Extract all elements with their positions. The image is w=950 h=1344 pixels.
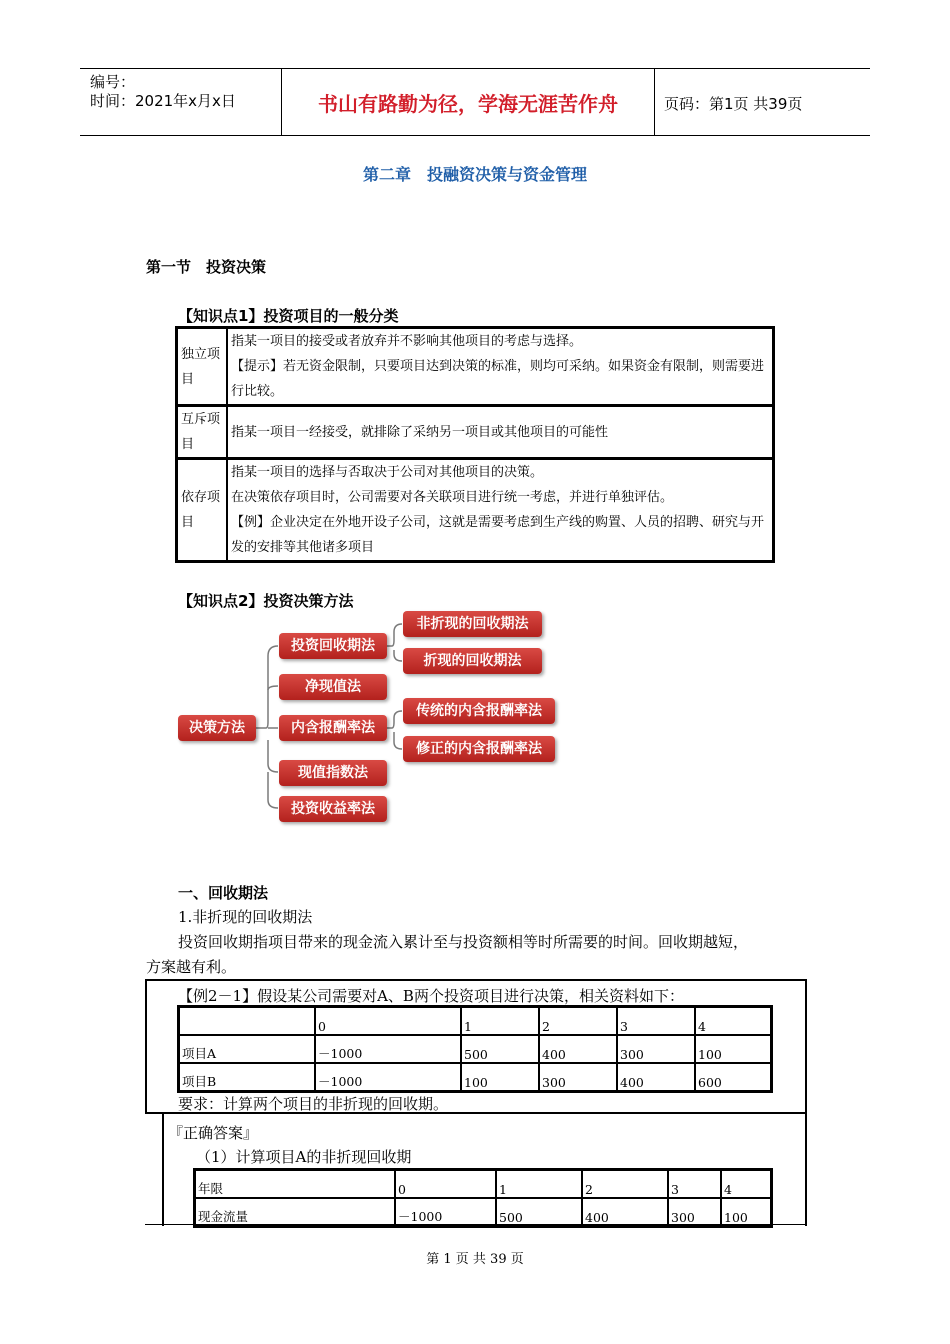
branch-payback: 投资回收期法 [279, 633, 387, 659]
table-row [195, 1198, 771, 1226]
header-number-label: 编号： [90, 73, 136, 91]
answer-label: 『正确答案』 [168, 1124, 259, 1142]
branch-irr: 内含报酬率法 [279, 715, 387, 741]
page-footer: 第 1 页 共 39 页 [426, 1252, 524, 1267]
header-time-label: 时间：2021年x月x日 [90, 92, 236, 110]
header-motto: 书山有路勤为径，学海无涯苦作舟 [318, 92, 618, 116]
answer-box-left [162, 1114, 164, 1226]
table-cell: 500 [496, 1198, 582, 1226]
connector-line [268, 686, 278, 690]
mindmap-root: 决策方法 [178, 715, 256, 741]
table-cell: 项目B [179, 1063, 315, 1091]
desc-line: 在决策依存项目时，公司需要对各关联项目进行统一考虑，并进行单独评估。 [231, 490, 674, 505]
table-cell: 4 [695, 1007, 771, 1035]
table-cell: 1 [461, 1007, 539, 1035]
table-cell: 3 [617, 1007, 695, 1035]
table-cell: 1 [496, 1170, 582, 1198]
table-cell: 300 [539, 1063, 617, 1091]
example-requirement: 要求：计算两个项目的非折现的回收期。 [178, 1095, 449, 1113]
table-row [179, 1063, 771, 1091]
table-cell: －1000 [395, 1198, 496, 1226]
table-cell [179, 1007, 315, 1035]
sub-modified-irr: 修正的内含报酬率法 [403, 736, 555, 762]
sub-traditional-irr: 传统的内含报酬率法 [403, 698, 555, 724]
table-cell: 400 [582, 1198, 668, 1226]
part1-heading: 一、回收期法 [178, 884, 269, 902]
table-cell: 0 [315, 1007, 461, 1035]
connector-line [256, 646, 278, 728]
answer-step1: （1）计算项目A的非折现回收期 [196, 1148, 412, 1166]
row-key: 独立项目 [177, 328, 227, 405]
table-cell: 400 [617, 1063, 695, 1091]
table-cell: 现金流量 [195, 1198, 395, 1226]
answer-box-right [805, 1114, 807, 1226]
connector-line [394, 732, 402, 749]
branch-pi: 现值指数法 [279, 760, 387, 786]
table-cell: 2 [539, 1007, 617, 1035]
table-cell: 年限 [195, 1170, 395, 1198]
table-cell: 4 [721, 1170, 771, 1198]
connector-line [387, 711, 402, 728]
sub-undiscounted-payback: 非折现的回收期法 [403, 611, 542, 637]
table-cell: 100 [695, 1035, 771, 1063]
table-cell: 100 [461, 1063, 539, 1091]
desc-line: 【提示】若无资金限制，只要项目达到决策的标准，则均可采纳。如果资金有限制，则需要进行比较。 [231, 359, 765, 399]
table-cell: －1000 [315, 1035, 461, 1063]
part1-sub: 1.非折现的回收期法 [178, 908, 313, 926]
connector-line [387, 624, 402, 646]
table-cell: 300 [668, 1198, 721, 1226]
part1-para-line2: 方案越有利。 [146, 958, 237, 976]
table-cell: 0 [395, 1170, 496, 1198]
desc-line: 指某一项目的接受或者放弃并不影响其他项目的考虑与选择。 [231, 334, 583, 349]
desc-line: 指某一项目的选择与否取决于公司对其他项目的决策。 [231, 465, 544, 480]
row-key: 依存项目 [177, 458, 227, 561]
table-cell: 500 [461, 1035, 539, 1063]
connector-line [268, 740, 278, 772]
branch-roi: 投资收益率法 [279, 796, 387, 822]
example-box-top [145, 979, 807, 981]
table-cell: 3 [668, 1170, 721, 1198]
connector-line [394, 650, 402, 661]
table-cell: 100 [721, 1198, 771, 1226]
desc-line: 指某一项目一经接受，就排除了采纳另一项目或其他项目的可能性 [231, 424, 609, 440]
example-title: 【例2－1】假设某公司需要对A、B两个投资项目进行决策，相关资料如下： [178, 987, 684, 1005]
example-box-right [805, 979, 807, 1113]
table-cell: 600 [695, 1063, 771, 1091]
desc-line: 【例】企业决定在外地开设子公司，这就是需要考虑到生产线的购置、人员的招聘、研究与开发的安排等其他诸多项目 [231, 515, 765, 555]
row-key: 互斥项目 [177, 405, 227, 458]
chapter-title: 第二章 投融资决策与资金管理 [362, 165, 587, 184]
sub-discounted-payback: 折现的回收期法 [403, 648, 542, 674]
kp2-title: 【知识点2】投资决策方法 [178, 592, 354, 610]
table-row [195, 1170, 771, 1198]
example-box-left [145, 979, 147, 1113]
answer-table [193, 1168, 773, 1228]
table-cell: 400 [539, 1035, 617, 1063]
table-cell: 项目A [179, 1035, 315, 1063]
header-page-label: 页码：第1页 共39页 [664, 95, 803, 113]
table-cell: 300 [617, 1035, 695, 1063]
branch-npv: 净现值法 [279, 674, 387, 700]
connector-line [268, 772, 278, 808]
table-cell: 2 [582, 1170, 668, 1198]
example-table [177, 1005, 773, 1093]
table-cell: －1000 [315, 1063, 461, 1091]
section-title: 第一节 投资决策 [146, 258, 267, 276]
table-row [179, 1007, 771, 1035]
table-row [179, 1035, 771, 1063]
part1-para-line1: 投资回收期指项目带来的现金流入累计至与投资额相等时所需要的时间。回收期越短， [178, 933, 749, 951]
kp1-title: 【知识点1】投资项目的一般分类 [178, 307, 399, 325]
